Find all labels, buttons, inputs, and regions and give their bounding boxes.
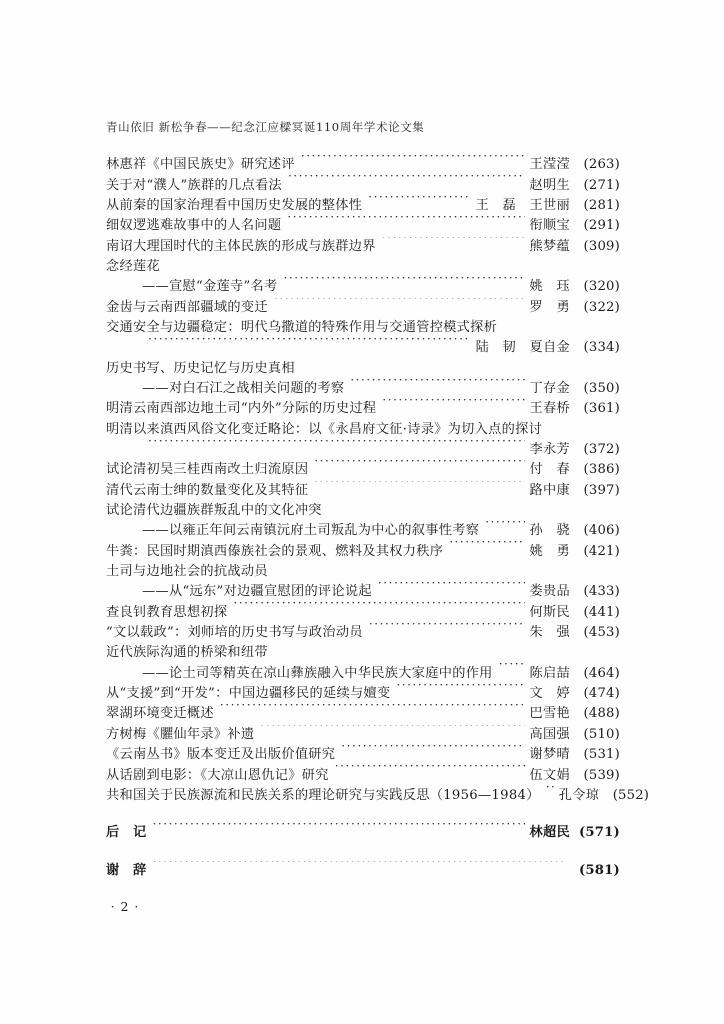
toc-line xyxy=(106,602,620,622)
toc-entry[interactable] xyxy=(106,623,620,643)
toc-title: 试论清初吴三桂西南改土归流原因 xyxy=(106,462,309,478)
toc-entry[interactable] xyxy=(106,399,620,419)
toc-line xyxy=(106,562,620,582)
toc-line xyxy=(106,663,620,683)
toc-title: 谢 辞 xyxy=(106,862,147,878)
leader-dots xyxy=(485,521,524,534)
toc-entry[interactable] xyxy=(106,786,650,806)
toc-title: 《云南丛书》版本变迁及出版价值研究 xyxy=(106,747,336,763)
toc-subtitle: ——论土司等精英在凉山彝族融入中华民族大家庭中的作用 xyxy=(142,665,493,681)
toc-title: 查良钊教育思想初探 xyxy=(106,604,228,620)
toc-author: 赵明生 xyxy=(529,177,570,193)
toc-title: 明清云南西部边地土司“内外”分际的历史过程 xyxy=(106,401,377,417)
toc-title: 试论清代边疆族群叛乱中的文化冲突 xyxy=(106,502,322,518)
toc-entry[interactable] xyxy=(106,501,620,542)
toc-line xyxy=(106,277,620,297)
toc-title: 明清以来滇西风俗文化变迁略论：以《永昌府文征·诗录》为切入点的探讨 xyxy=(106,421,543,437)
toc-subtitle: ——从“远东”对边疆宣慰团的评论说起 xyxy=(142,584,372,600)
toc-author: 姚 勇 xyxy=(529,543,570,559)
toc-entry[interactable] xyxy=(106,420,620,461)
toc-title: 清代云南士绅的数量变化及其特征 xyxy=(106,482,309,498)
toc-author: 姚 珏 xyxy=(529,279,570,295)
leader-dots xyxy=(288,175,525,188)
leader-dots xyxy=(274,298,525,311)
toc-author: 王春桥 xyxy=(529,401,570,417)
leader-dots xyxy=(546,786,554,799)
toc-entry-backmatter[interactable] xyxy=(106,861,620,881)
toc-page-number: (531) xyxy=(583,747,620,763)
toc-page-number: (263) xyxy=(583,157,620,173)
toc-page-number: (291) xyxy=(583,218,620,234)
toc-entry[interactable] xyxy=(106,175,620,195)
leader-dots xyxy=(350,379,524,392)
leader-dots xyxy=(148,440,525,453)
toc-title: 土司与边地社会的抗战动员 xyxy=(106,563,268,579)
toc-author: 朱 强 xyxy=(529,625,570,641)
toc-title: 细奴逻逃难故事中的人名问题 xyxy=(106,218,282,234)
toc-title: 念经莲花 xyxy=(106,258,160,274)
leader-dots xyxy=(499,663,525,676)
leader-dots xyxy=(301,155,525,168)
leader-dots xyxy=(314,481,524,494)
toc-line xyxy=(106,745,620,765)
toc-title: 近代族际沟通的桥梁和纽带 xyxy=(106,645,268,661)
toc-entry[interactable] xyxy=(106,298,620,318)
toc-title: 后 记 xyxy=(106,825,147,841)
toc-author: 孔令琼 xyxy=(558,787,600,803)
toc-line xyxy=(106,521,620,541)
leader-dots xyxy=(382,237,525,250)
toc-entry[interactable] xyxy=(106,216,620,236)
toc-line xyxy=(106,440,620,460)
toc-page-number: (320) xyxy=(583,279,620,295)
toc-line xyxy=(106,237,620,257)
toc-author: 李永芳 xyxy=(529,441,570,457)
toc-title: 共和国关于民族源流和民族关系的理论研究与实践反思（1956—1984） xyxy=(106,787,540,803)
toc-title: “文以载政”：刘师培的历史书写与政治动员 xyxy=(106,625,363,641)
toc-author: 高国强 xyxy=(529,726,570,742)
toc-line xyxy=(106,399,620,419)
toc-entry[interactable] xyxy=(106,684,620,704)
leader-dots xyxy=(260,725,524,738)
toc-entry[interactable] xyxy=(106,155,620,175)
toc-title: 从前秦的国家治理看中国历史发展的整体性 xyxy=(106,197,363,213)
toc-author: 林超民 xyxy=(529,825,570,841)
leader-dots xyxy=(152,823,524,836)
toc-line xyxy=(106,823,620,843)
leader-dots xyxy=(283,277,524,290)
toc-author: 伍文娟 xyxy=(529,767,570,783)
toc-line xyxy=(106,623,620,643)
toc-page-number: (361) xyxy=(583,401,620,417)
toc-line xyxy=(106,541,620,561)
leader-dots xyxy=(335,765,525,778)
toc-line xyxy=(106,155,620,175)
toc-line xyxy=(106,684,620,704)
toc-author: 何斯民 xyxy=(529,604,570,620)
leader-dots xyxy=(369,623,525,636)
leader-dots xyxy=(314,460,524,473)
toc-line xyxy=(106,501,620,521)
toc-author: 王 磊 王世丽 xyxy=(475,197,570,213)
leader-dots xyxy=(396,684,524,697)
toc-entry[interactable] xyxy=(106,725,620,745)
toc-page-number: (406) xyxy=(583,523,620,539)
toc-title: 林惠祥《中国民族史》研究述评 xyxy=(106,157,295,173)
toc-line xyxy=(106,704,620,724)
section-spacer xyxy=(106,844,620,861)
toc-line xyxy=(106,379,620,399)
toc-subtitle: ——宣慰“金莲寺”名考 xyxy=(142,279,278,295)
toc-line xyxy=(106,786,650,806)
toc-page-number: (433) xyxy=(583,584,620,600)
toc-line xyxy=(106,298,620,318)
toc-entry[interactable] xyxy=(106,460,620,480)
toc-page-number: (350) xyxy=(583,380,620,396)
toc-author: 熊梦蕴 xyxy=(529,238,570,254)
toc-line xyxy=(106,460,620,480)
toc-subtitle: ——以雍正年间云南镇沅府土司叛乱为中心的叙事性考察 xyxy=(142,523,480,539)
toc-author: 陆 韧 夏自金 xyxy=(475,340,570,356)
leader-dots xyxy=(368,196,470,209)
toc-author: 付 春 xyxy=(529,462,570,478)
toc-page-number: (281) xyxy=(583,197,620,213)
toc-page-number: (453) xyxy=(583,625,620,641)
leader-dots xyxy=(148,338,471,351)
toc-page-number: (539) xyxy=(583,767,620,783)
toc-page-number: (464) xyxy=(583,665,620,681)
toc-author: 路中康 xyxy=(529,482,570,498)
toc-entry[interactable] xyxy=(106,237,620,257)
toc-page-number: (421) xyxy=(583,543,620,559)
toc-page-number: (334) xyxy=(583,340,620,356)
toc-entry[interactable] xyxy=(106,257,620,298)
toc-page-number: (397) xyxy=(583,482,620,498)
leader-dots xyxy=(382,399,524,412)
toc-title: 金齿与云南西部疆域的变迁 xyxy=(106,299,268,315)
leader-dots xyxy=(220,704,525,717)
leader-dots xyxy=(378,582,525,595)
toc-line xyxy=(106,643,620,663)
toc-title: 从话剧到电影：《大凉山恩仇记》研究 xyxy=(106,767,329,783)
toc-author: 王滢滢 xyxy=(529,157,570,173)
toc-author: 罗 勇 xyxy=(529,299,570,315)
toc-line xyxy=(106,175,620,195)
leader-dots xyxy=(287,216,524,229)
toc-line xyxy=(106,420,620,440)
toc-page-number: (510) xyxy=(583,726,620,742)
leader-dots xyxy=(233,602,524,615)
toc-page-number: (552) xyxy=(612,787,650,803)
toc-title: 关于对“濮人”族群的几点看法 xyxy=(106,177,282,193)
toc-entry[interactable] xyxy=(106,745,620,765)
leader-dots xyxy=(449,541,524,554)
page-folio: · 2 · xyxy=(110,899,140,914)
toc-entry-backmatter[interactable] xyxy=(106,823,620,843)
toc-author: 衔顺宝 xyxy=(529,218,570,234)
toc-author: 陈启喆 xyxy=(529,665,570,681)
toc-title: 翠湖环境变迁概述 xyxy=(106,706,214,722)
toc-line xyxy=(106,216,620,236)
toc-line xyxy=(106,725,620,745)
toc-entry[interactable] xyxy=(106,481,620,501)
toc-line xyxy=(106,318,620,338)
toc-title: 从“支援”到“开发”：中国边疆移民的延续与嬗变 xyxy=(106,686,391,702)
toc-entry[interactable] xyxy=(106,359,620,400)
toc-entry[interactable] xyxy=(106,541,620,561)
toc-page-number: (581) xyxy=(578,862,620,878)
toc-line xyxy=(106,861,620,881)
toc-page-number: (571) xyxy=(578,825,620,841)
toc-line xyxy=(106,196,620,216)
toc-page-number: (386) xyxy=(583,462,620,478)
toc-author: 谢梦晴 xyxy=(529,747,570,763)
toc-author: 巴雪艳 xyxy=(529,706,570,722)
leader-dots xyxy=(341,745,524,758)
toc-page-number: (271) xyxy=(583,177,620,193)
toc-line xyxy=(106,765,620,785)
toc-line xyxy=(106,338,620,358)
running-head: 青山依旧 新松争春——纪念江应樑冥诞110周年学术论文集 xyxy=(106,120,425,134)
section-spacer xyxy=(106,806,620,823)
toc-title: 牛粪：民国时期滇西傣族社会的景观、燃料及其权力秩序 xyxy=(106,543,444,559)
toc-author: 丁存金 xyxy=(529,380,570,396)
toc-line xyxy=(106,359,620,379)
toc-title: 方树梅《臞仙年录》补遗 xyxy=(106,726,255,742)
toc-entry[interactable] xyxy=(106,643,620,684)
toc-line xyxy=(106,257,620,277)
toc-entry[interactable] xyxy=(106,562,620,603)
toc-line xyxy=(106,582,620,602)
toc-page-number: (372) xyxy=(583,441,620,457)
toc-title: 交通安全与边疆稳定：明代乌撒道的特殊作用与交通管控模式探析 xyxy=(106,319,498,335)
toc-page-number: (441) xyxy=(583,604,620,620)
toc-page-number: (474) xyxy=(583,686,620,702)
table-of-contents xyxy=(106,155,650,881)
toc-author: 娄贵品 xyxy=(529,584,570,600)
toc-author: 孙 骁 xyxy=(529,523,570,539)
toc-entry[interactable] xyxy=(106,318,620,359)
toc-entry[interactable] xyxy=(106,765,620,785)
toc-author: 文 婷 xyxy=(529,686,570,702)
toc-title: 南诏大理国时代的主体民族的形成与族群边界 xyxy=(106,238,376,254)
toc-line xyxy=(106,481,620,501)
toc-subtitle: ——对白石江之战相关问题的考察 xyxy=(142,380,345,396)
toc-entry[interactable] xyxy=(106,196,620,216)
leader-dots xyxy=(152,861,565,874)
toc-entry[interactable] xyxy=(106,602,620,622)
toc-page-number: (309) xyxy=(583,238,620,254)
toc-page-number: (488) xyxy=(583,706,620,722)
toc-entry[interactable] xyxy=(106,704,620,724)
toc-page-number: (322) xyxy=(583,299,620,315)
toc-title: 历史书写、历史记忆与历史真相 xyxy=(106,360,295,376)
